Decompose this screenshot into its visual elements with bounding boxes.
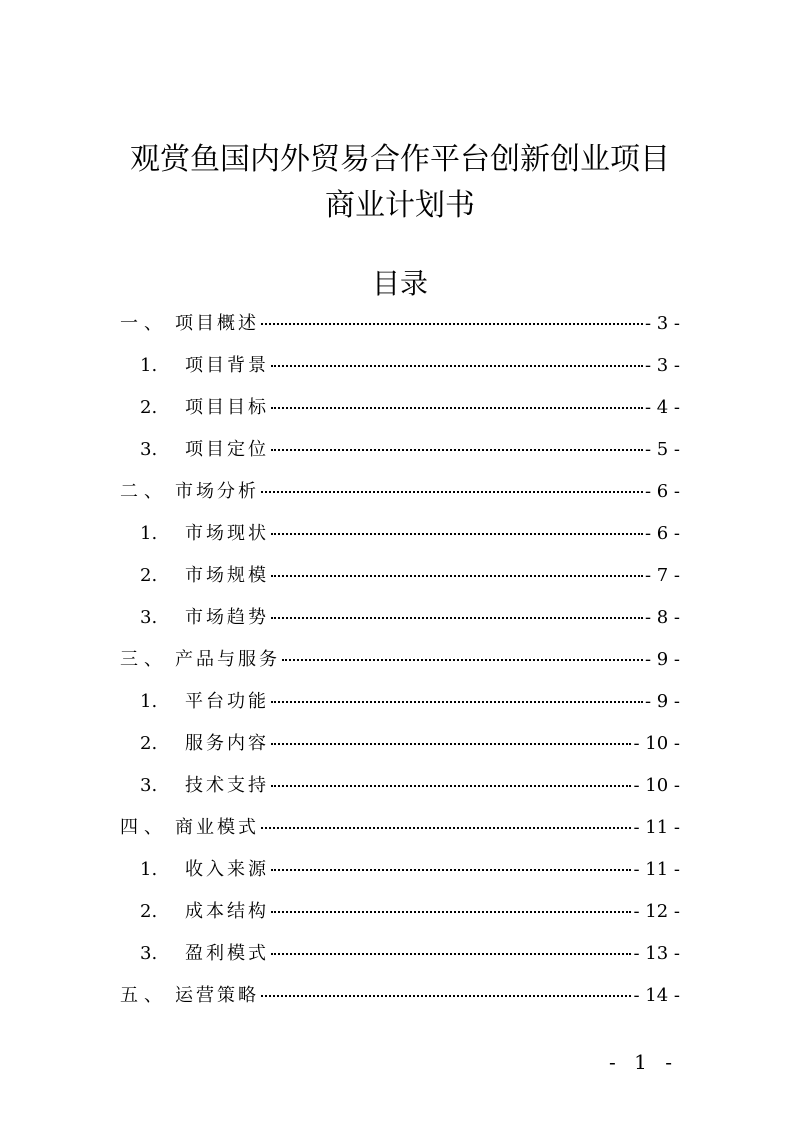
toc-entry[interactable] <box>120 474 680 516</box>
toc-entry-page: - 9 - <box>644 649 680 670</box>
toc-leader-dots <box>271 849 631 871</box>
toc-entry-number: 1. <box>140 691 158 712</box>
table-of-contents <box>120 306 680 1020</box>
toc-entry[interactable] <box>120 768 680 810</box>
toc-entry-label: 盈利模式 <box>185 943 269 964</box>
toc-entry-number: 3. <box>140 607 158 628</box>
toc-entry-label: 项目概述 <box>175 313 259 334</box>
toc-entry-page: - 10 - <box>633 775 680 796</box>
toc-entry-number: 一、 <box>120 313 168 334</box>
toc-entry-number: 2. <box>140 901 158 922</box>
toc-entry-page: - 3 - <box>644 355 680 376</box>
toc-entry-label: 市场趋势 <box>185 607 269 628</box>
toc-entry-page: - 3 - <box>644 313 680 334</box>
toc-leader-dots <box>271 723 631 745</box>
toc-entry-label: 项目目标 <box>185 397 269 418</box>
toc-entry-page: - 6 - <box>644 481 680 502</box>
toc-entry[interactable] <box>120 684 680 726</box>
toc-entry[interactable] <box>120 810 680 852</box>
toc-entry-page: - 9 - <box>644 691 680 712</box>
toc-entry[interactable] <box>120 978 680 1020</box>
toc-leader-dots <box>271 513 643 535</box>
toc-entry-label: 收入来源 <box>185 859 269 880</box>
toc-entry-page: - 5 - <box>644 439 680 460</box>
toc-entry-label: 成本结构 <box>185 901 269 922</box>
toc-entry[interactable] <box>120 936 680 978</box>
toc-entry-page: - 11 - <box>633 817 680 838</box>
toc-entry-number: 1. <box>140 523 158 544</box>
toc-entry-number: 1. <box>140 355 158 376</box>
document-title-line2: 商业计划书 <box>325 188 475 223</box>
toc-entry[interactable] <box>120 516 680 558</box>
toc-entry-page: - 10 - <box>633 733 680 754</box>
toc-entry-label: 技术支持 <box>185 775 269 796</box>
toc-entry[interactable] <box>120 726 680 768</box>
toc-leader-dots <box>271 345 643 367</box>
page-number: - 1 - <box>609 1050 678 1074</box>
toc-entry-page: - 6 - <box>644 523 680 544</box>
toc-entry-number: 3. <box>140 439 158 460</box>
toc-entry-label: 商业模式 <box>175 817 259 838</box>
toc-entry-number: 五、 <box>120 985 168 1006</box>
toc-leader-dots <box>261 471 643 493</box>
toc-leader-dots <box>271 933 631 955</box>
toc-leader-dots <box>261 807 631 829</box>
toc-entry-label: 市场现状 <box>185 523 269 544</box>
toc-leader-dots <box>261 303 643 325</box>
toc-leader-dots <box>271 555 643 577</box>
toc-entry-number: 2. <box>140 397 158 418</box>
toc-entry-page: - 4 - <box>644 397 680 418</box>
toc-entry-number: 三、 <box>120 649 168 670</box>
toc-leader-dots <box>282 639 643 661</box>
toc-entry-label: 市场分析 <box>175 481 259 502</box>
toc-entry-label: 市场规模 <box>185 565 269 586</box>
toc-entry-label: 产品与服务 <box>175 649 280 670</box>
toc-entry[interactable] <box>120 558 680 600</box>
toc-entry-page: - 13 - <box>633 943 680 964</box>
toc-leader-dots <box>271 681 643 703</box>
toc-entry-number: 2. <box>140 565 158 586</box>
toc-entry-label: 项目定位 <box>185 439 269 460</box>
toc-entry[interactable] <box>120 894 680 936</box>
toc-entry[interactable] <box>120 642 680 684</box>
toc-entry-page: - 11 - <box>633 859 680 880</box>
toc-entry-number: 1. <box>140 859 158 880</box>
toc-entry-label: 运营策略 <box>175 985 259 1006</box>
toc-entry-number: 3. <box>140 943 158 964</box>
toc-leader-dots <box>271 597 643 619</box>
toc-leader-dots <box>271 765 631 787</box>
toc-entry-page: - 12 - <box>633 901 680 922</box>
toc-entry[interactable] <box>120 852 680 894</box>
document-title-line1: 观赏鱼国内外贸易合作平台创新创业项目 <box>130 142 670 177</box>
toc-entry[interactable] <box>120 348 680 390</box>
toc-entry-number: 四、 <box>120 817 168 838</box>
toc-leader-dots <box>271 891 631 913</box>
toc-entry[interactable] <box>120 306 680 348</box>
toc-entry[interactable] <box>120 390 680 432</box>
toc-entry-number: 2. <box>140 733 158 754</box>
toc-entry[interactable] <box>120 600 680 642</box>
toc-heading: 目录 <box>371 267 428 300</box>
toc-entry-label: 平台功能 <box>185 691 269 712</box>
toc-leader-dots <box>271 429 643 451</box>
toc-entry-number: 二、 <box>120 481 168 502</box>
toc-entry-page: - 8 - <box>644 607 680 628</box>
toc-entry[interactable] <box>120 432 680 474</box>
toc-entry-number: 3. <box>140 775 158 796</box>
toc-entry-label: 项目背景 <box>185 355 269 376</box>
toc-entry-page: - 7 - <box>644 565 680 586</box>
toc-leader-dots <box>261 975 631 997</box>
toc-entry-page: - 14 - <box>633 985 680 1006</box>
toc-entry-label: 服务内容 <box>185 733 269 754</box>
toc-leader-dots <box>271 387 643 409</box>
